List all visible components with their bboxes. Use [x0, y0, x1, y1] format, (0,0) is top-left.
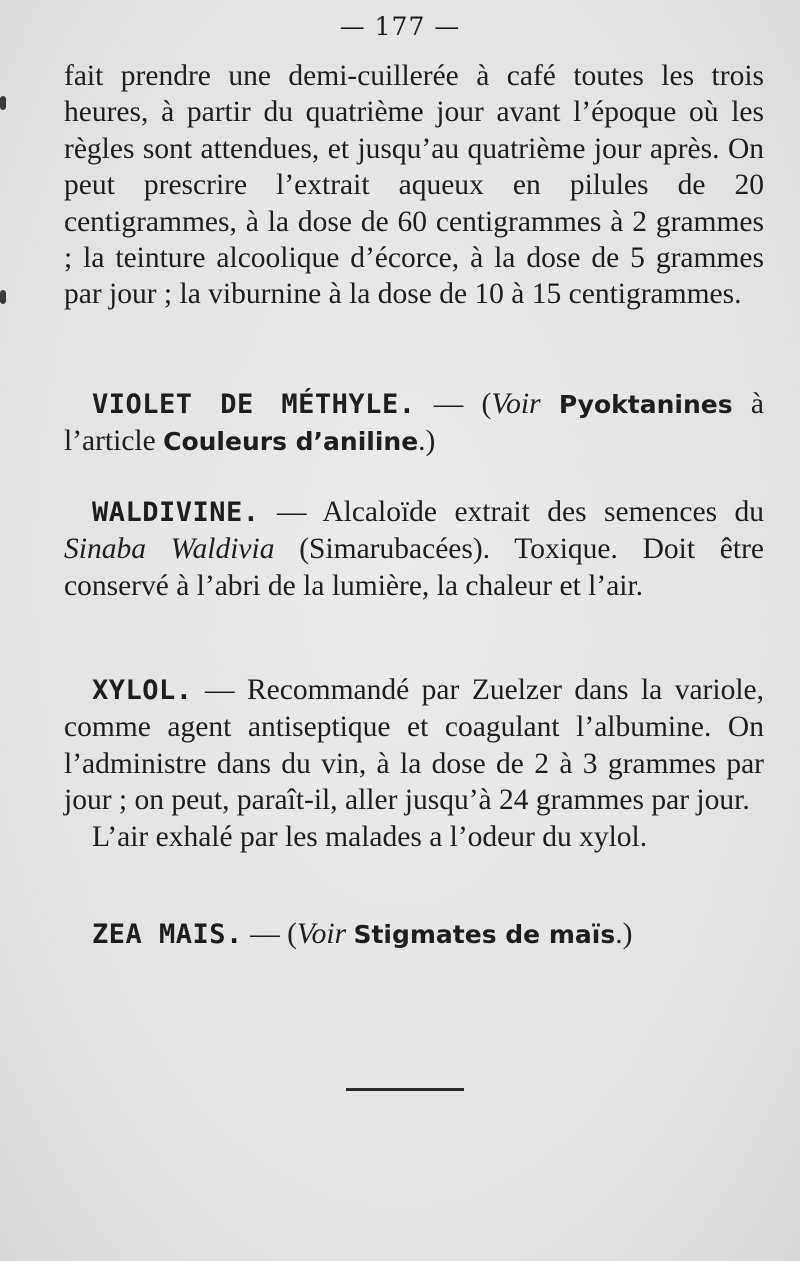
page-number: — 177 —	[339, 12, 461, 41]
paragraph: VIOLET DE MÉTHYLE. — (Voir Pyoktanines à l’article Couleurs d’aniline.)	[64, 388, 765, 458]
entry-heading: XYLOL.	[92, 675, 193, 706]
voir-label: Voir	[296, 918, 347, 950]
cross-reference: Stigmates de maïs	[353, 920, 616, 949]
end-rule	[346, 1088, 464, 1091]
paragraph: ZEA MAIS. — (Voir Stigmates de maïs.)	[92, 918, 633, 950]
paragraph: XYLOL. — Recommandé par Zuelzer dans la variole, comme agent antiseptique et coagulant l’albumine. On l’administre dans du vin, à la dose de 2 à 3 grammes par jour ; on peut, paraît-il, aller jusqu’à 24 grammes par jour.	[64, 674, 764, 817]
entry-heading: WALDIVINE.	[92, 497, 260, 528]
entry-waldivine	[64, 494, 764, 604]
entry-continuation	[64, 58, 764, 313]
entry-heading: VIOLET DE MÉTHYLE.	[92, 389, 416, 420]
entry-zea-mais	[64, 916, 764, 953]
cross-reference: Couleurs d’aniline	[163, 427, 419, 457]
voir-label: Voir	[491, 388, 541, 420]
species-name: Sinaba Waldivia	[64, 533, 275, 566]
cross-reference: Pyoktanines	[558, 390, 733, 419]
margin-mark	[0, 96, 6, 110]
margin-mark	[0, 290, 6, 304]
paragraph: fait prendre une demi-cuillerée à café toutes les trois heures, à partir du quatrième jour avant l’époque où les règles sont attendues, et jusqu’au quatrième jour après. On peut prescrire l’extrait aqueux en pilules de 20 centigrammes, à la dose de 60 centigrammes à 2 grammes ; la teinture alcoolique d’écorce, à la dose de 5 grammes par jour ; la viburnine à la dose de 10 à 15 centigrammes.	[64, 60, 764, 311]
entry-xylol	[64, 672, 764, 855]
entry-violet-de-methyle	[64, 386, 764, 461]
paragraph: WALDIVINE. — Alcaloïde extrait des semences du Sinaba Waldivia (Simarubacées). Toxique. Doit être conservé à l’abri de la lumière, la chaleur et l’air.	[64, 496, 764, 602]
entry-heading: ZEA MAIS.	[92, 919, 243, 950]
paragraph: L’air exhalé par les malades a l’odeur du xylol.	[92, 820, 648, 853]
